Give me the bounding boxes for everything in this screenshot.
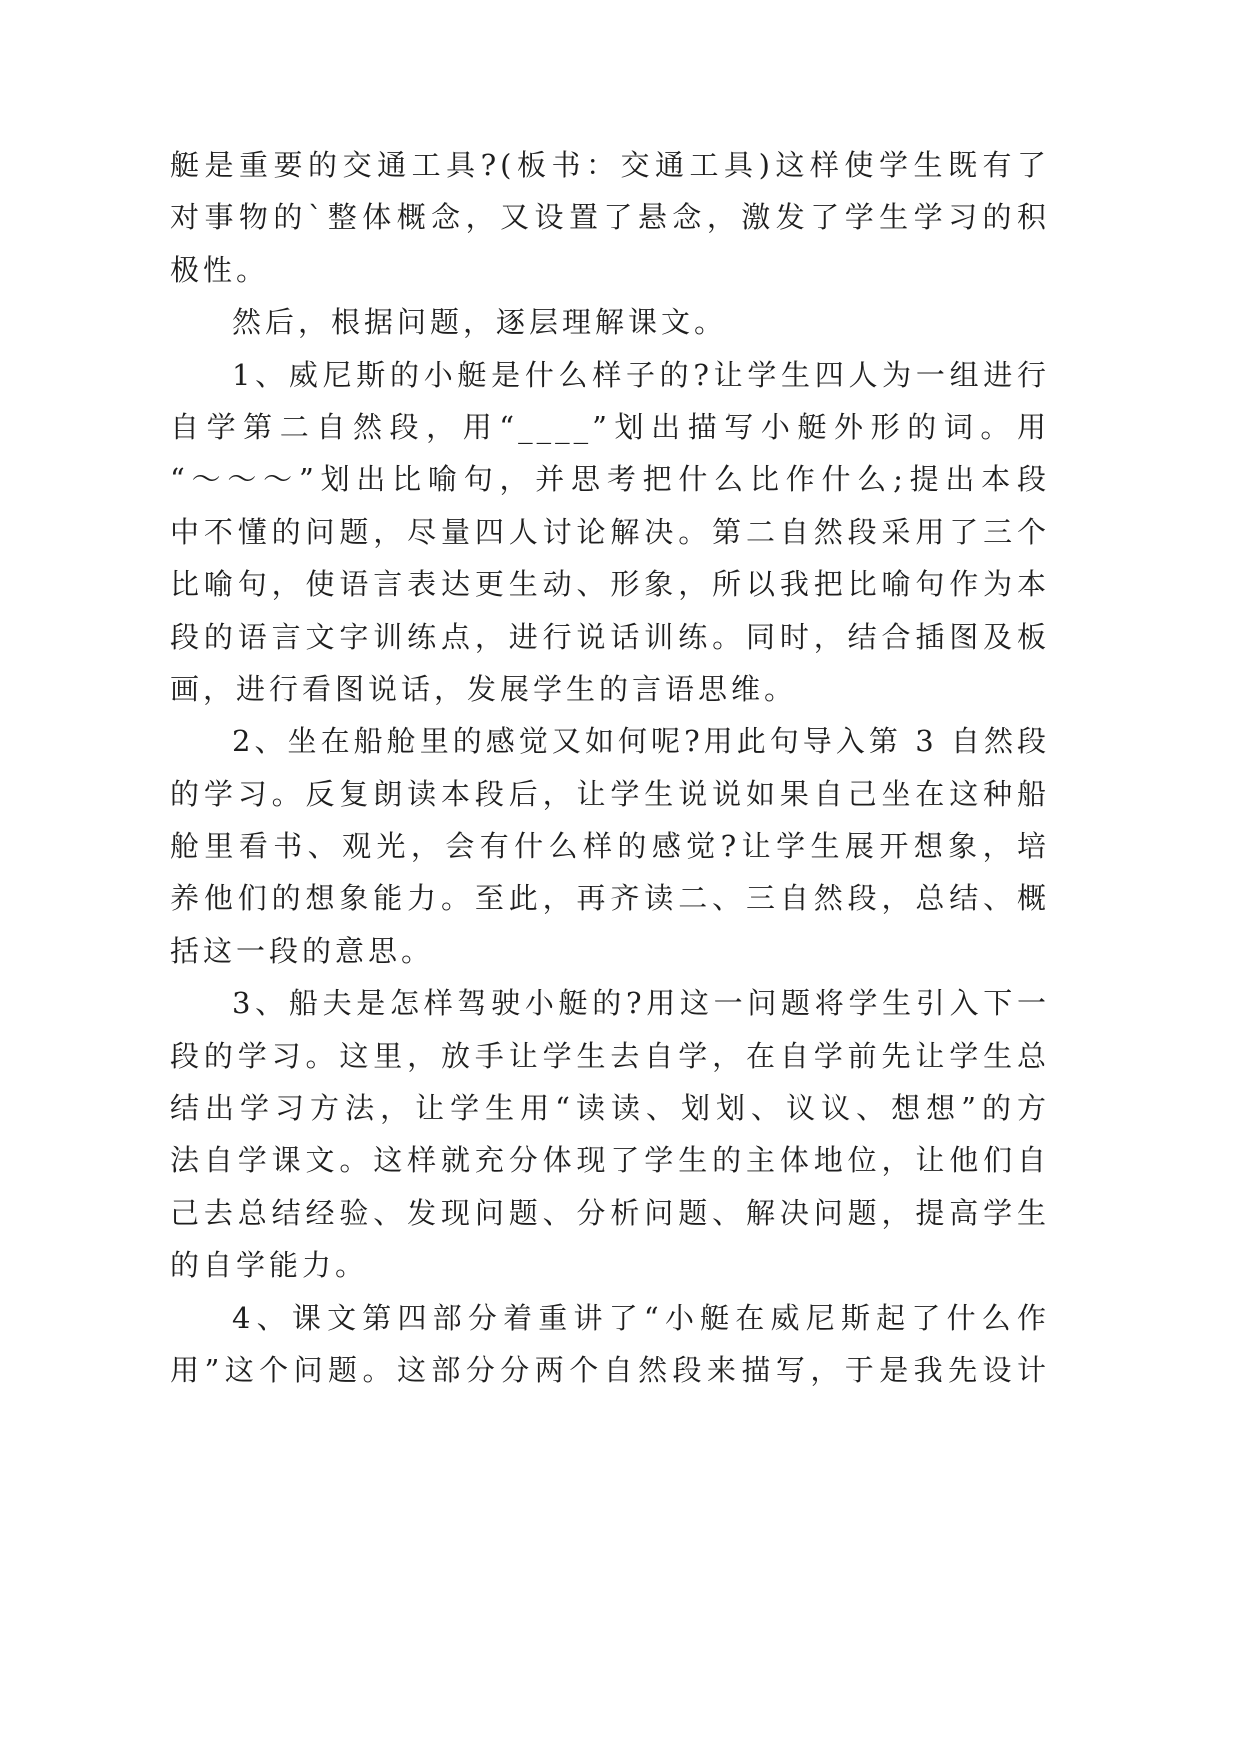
text-line: 艇是重要的交通工具?(板书：交通工具)这样使学生既有了	[170, 148, 1050, 182]
text-line: 3、船夫是怎样驾驶小艇的?用这一问题将学生引入下一	[232, 986, 1050, 1021]
text-line: 4、课文第四部分着重讲了“小艇在威尼斯起了什么作	[232, 1300, 1050, 1335]
text-line: 舱里看书、观光，会有什么样的感觉?让学生展开想象，培	[170, 829, 1050, 864]
text-line: 极性。	[170, 252, 270, 287]
paragraph	[170, 296, 1050, 348]
text-line: 段的语言文字训练点，进行说话训练。同时，结合插图及板	[170, 619, 1050, 654]
text-line: 1、威尼斯的小艇是什么样子的?让学生四人为一组进行	[232, 357, 1050, 392]
text-line: 对事物的`整体概念，又设置了悬念，激发了学生学习的积	[170, 200, 1050, 235]
paragraph	[170, 349, 1050, 716]
text-line: 括这一段的意思。	[170, 933, 435, 968]
text-line: 养他们的想象能力。至此，再齐读二、三自然段，总结、概	[170, 881, 1050, 916]
text-line: 法自学课文。这样就充分体现了学生的主体地位，让他们自	[170, 1143, 1050, 1178]
text-line: 的学习。反复朗读本段后，让学生说说如果自己坐在这种船	[170, 776, 1050, 811]
text-line: “～～～”划出比喻句，并思考把什么比作什么;提出本段	[170, 462, 1050, 497]
text-line: 的自学能力。	[170, 1248, 369, 1283]
text-line: 自学第二自然段，用“____”划出描写小艇外形的词。用	[170, 409, 1050, 444]
text-line: 比喻句，使语言表达更生动、形象，所以我把比喻句作为本	[170, 567, 1050, 602]
text-line: 然后，根据问题，逐层理解课文。	[232, 305, 728, 340]
text-line: 中不懂的问题，尽量四人讨论解决。第二自然段采用了三个	[170, 514, 1050, 549]
paragraph	[170, 1292, 1050, 1397]
text-line: 画，进行看图说话，发展学生的言语思维。	[170, 671, 798, 706]
text-line: 结出学习方法，让学生用“读读、划划、议议、想想”的方	[170, 1091, 1050, 1126]
paragraph	[170, 977, 1050, 1291]
text-line: 2、坐在船舱里的感觉又如何呢?用此句导入第 3 自然段	[232, 724, 1050, 759]
paragraph	[170, 139, 1050, 296]
paragraph	[170, 715, 1050, 977]
text-line: 段的学习。这里，放手让学生去自学，在自学前先让学生总	[170, 1038, 1050, 1073]
text-line: 己去总结经验、发现问题、分析问题、解决问题，提高学生	[170, 1195, 1050, 1230]
text-line: 用”这个问题。这部分分两个自然段来描写，于是我先设计	[170, 1352, 1050, 1387]
body-text	[170, 139, 1050, 1396]
